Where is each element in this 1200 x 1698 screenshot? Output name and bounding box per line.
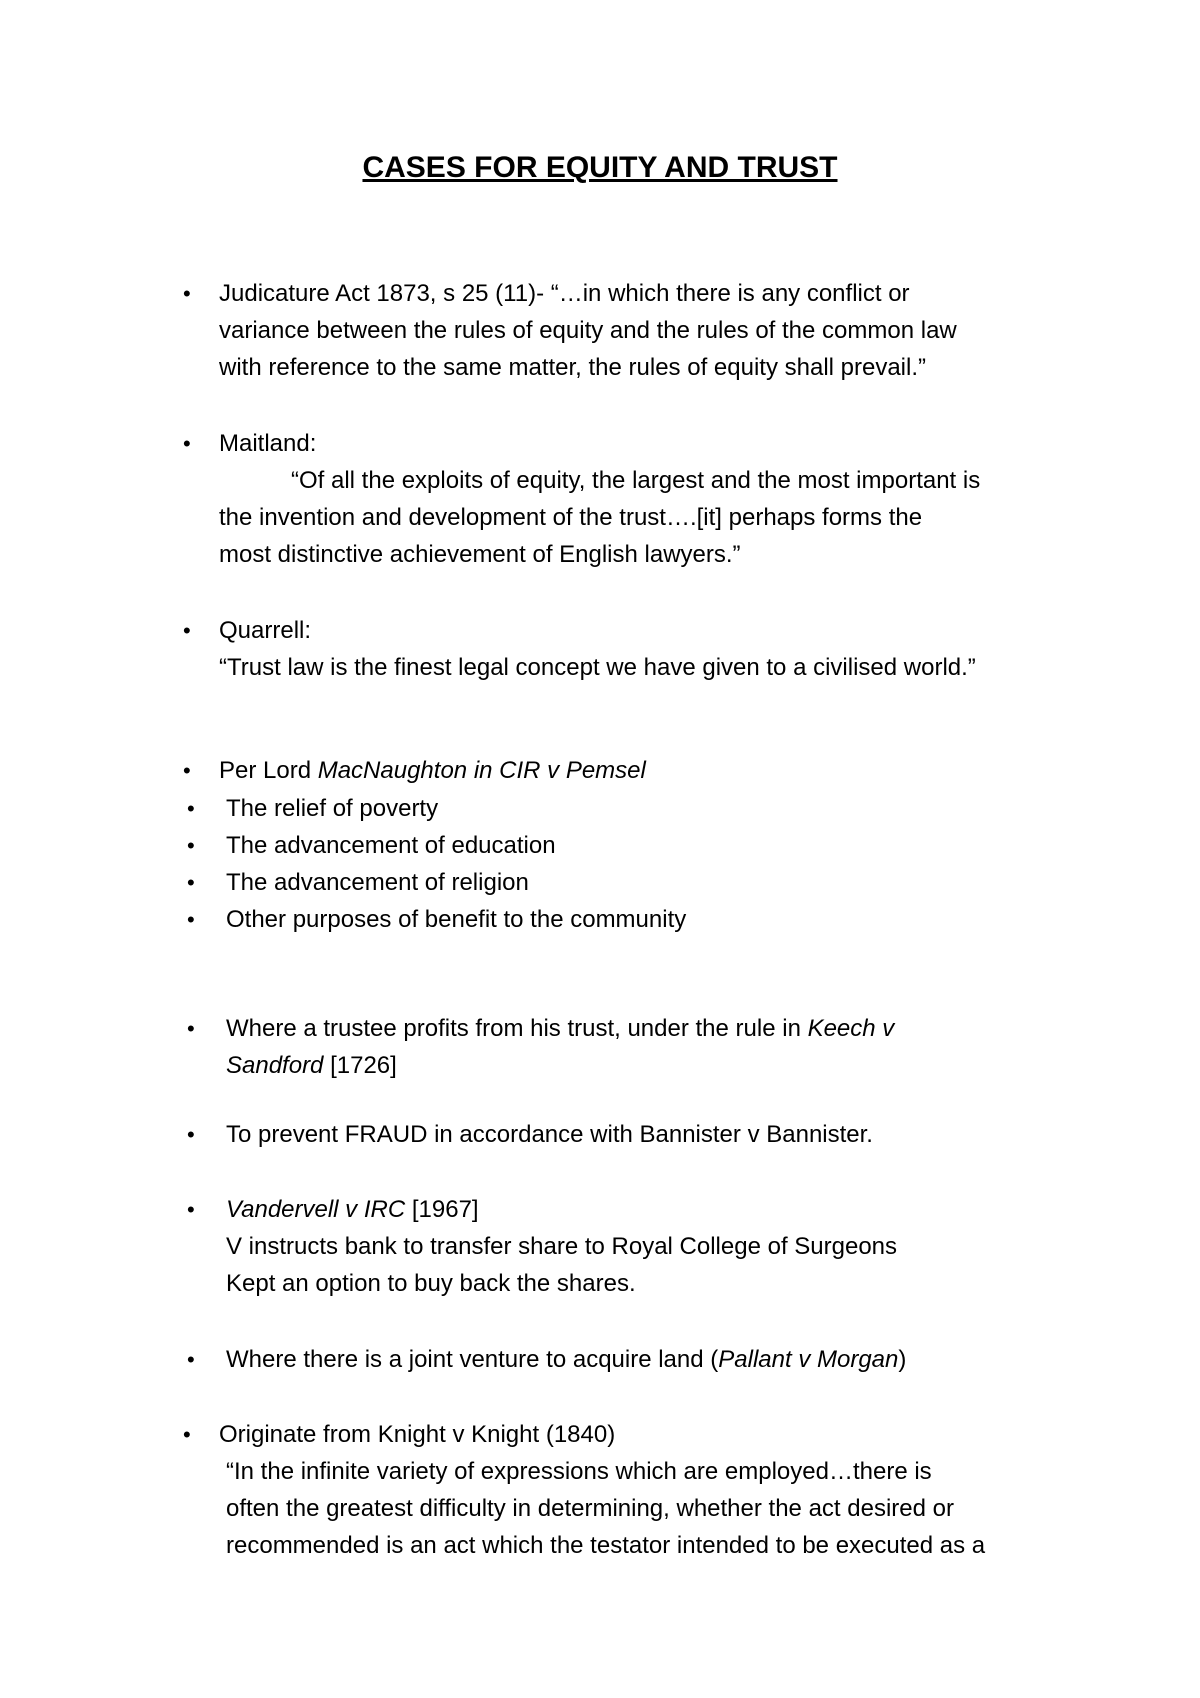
text-line: Judicature Act 1873, s 25 (11)- “…in which there is any conflict or — [219, 280, 910, 307]
text-line: most distinctive achievement of English lawyers.” — [219, 541, 741, 568]
knight-text — [219, 1416, 1070, 1564]
case-name: MacNaughton in CIR v Pemsel — [317, 757, 646, 784]
bullet-icon: • — [187, 870, 195, 895]
head-text: The advancement of education — [226, 832, 556, 859]
pallant-suffix: ) — [898, 1346, 907, 1373]
bullet-icon: • — [183, 758, 191, 783]
keech-text — [226, 1010, 1070, 1084]
page-title: CASES FOR EQUITY AND TRUST — [362, 151, 838, 184]
bullet-icon: • — [187, 833, 195, 858]
bullet-icon: • — [187, 1122, 195, 1147]
pallant-text — [226, 1341, 1070, 1378]
bullet-icon: • — [187, 1347, 195, 1372]
head-text: The relief of poverty — [226, 795, 439, 822]
judicature-text — [219, 275, 1070, 386]
pemsel-prefix: Per Lord — [219, 757, 318, 784]
text-line: with reference to the same matter, the rules of equity shall prevail.” — [219, 354, 927, 381]
bullet-icon: • — [187, 1197, 195, 1222]
quarrell-heading: Quarrell: — [219, 617, 312, 644]
fraud-text: To prevent FRAUD in accordance with Bannister v Bannister. — [226, 1121, 873, 1148]
pemsel-text — [219, 752, 1070, 789]
pallant-prefix: Where there is a joint venture to acquire land ( — [226, 1346, 719, 1373]
text-line: variance between the rules of equity and the rules of the common law — [219, 317, 957, 344]
case-name: Keech v — [807, 1015, 895, 1042]
maitland-heading: Maitland: — [219, 430, 317, 457]
bullet-icon: • — [183, 281, 191, 306]
quarrell-quote: “Trust law is the finest legal concept we have given to a civilised world.” — [219, 654, 976, 681]
maitland-text — [219, 425, 1070, 573]
text-line: “In the infinite variety of expressions which are employed…there is — [226, 1458, 932, 1485]
case-name: Sandford — [226, 1052, 324, 1079]
text-line: V instructs bank to transfer share to Royal College of Surgeons — [226, 1233, 898, 1260]
text-line: Kept an option to buy back the shares. — [226, 1270, 636, 1297]
case-name: Vandervell v IRC — [226, 1196, 406, 1223]
vandervell-text — [226, 1191, 1070, 1302]
text-line: “Of all the exploits of equity, the largest and the most important is — [291, 467, 981, 494]
case-name: Pallant v Morgan — [718, 1346, 899, 1373]
bullet-icon: • — [183, 431, 191, 456]
text-line: recommended is an act which the testator intended to be executed as a — [226, 1532, 986, 1559]
bullet-icon: • — [187, 796, 195, 821]
keech-prefix: Where a trustee profits from his trust, under the rule in — [226, 1015, 808, 1042]
bullet-icon: • — [183, 618, 191, 643]
knight-heading: Originate from Knight v Knight (1840) — [219, 1421, 616, 1448]
case-year: [1967] — [405, 1196, 479, 1223]
text-line: the invention and development of the trust….[it] perhaps forms the — [219, 504, 923, 531]
bullet-icon: • — [187, 907, 195, 932]
bullet-icon: • — [187, 1016, 195, 1041]
head-text: The advancement of religion — [226, 869, 529, 896]
text-line: often the greatest difficulty in determining, whether the act desired or — [226, 1495, 954, 1522]
bullet-icon: • — [183, 1422, 191, 1447]
quarrell-text — [219, 612, 1070, 686]
head-text: Other purposes of benefit to the community — [226, 906, 687, 933]
case-year: [1726] — [323, 1052, 397, 1079]
